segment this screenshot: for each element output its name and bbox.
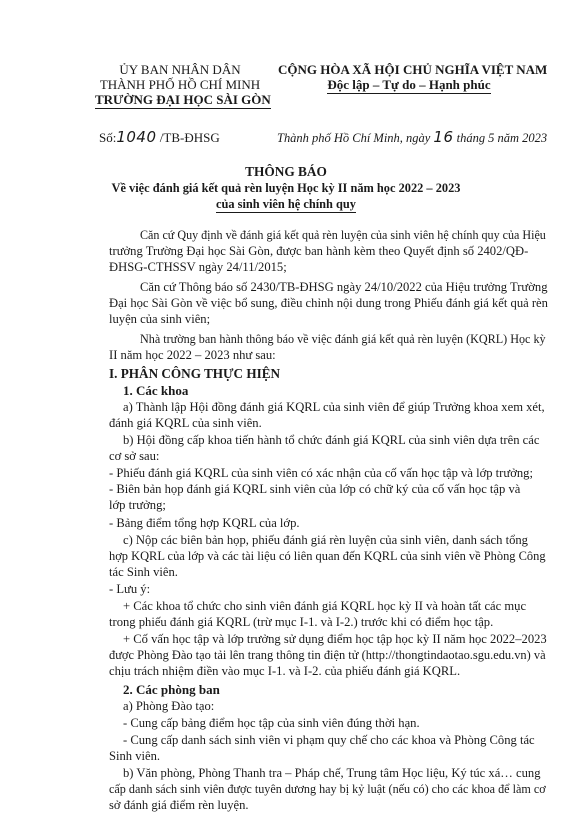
issuer-line-2: THÀNH PHỐ HỒ CHÍ MINH <box>99 77 261 92</box>
issuer-line-1: ỦY BAN NHÂN DÂN <box>119 62 241 77</box>
body-line: Nhà trường ban hành thông báo về việc đánh giá kết quả rèn luyện (KQRL) Học kỳ <box>140 332 546 346</box>
body-line: cơ sở sau: <box>109 449 160 463</box>
body-line: - Lưu ý: <box>109 582 151 596</box>
date-prefix: Thành phố Hồ Chí Minh, ngày <box>277 131 431 145</box>
body-line: cấp danh sách sinh viên được tuyên dương hay bị kỷ luật (nếu có) cho các khoa để làm cơ <box>109 782 546 796</box>
doc-number-suffix: /TB-ĐHSG <box>159 130 220 145</box>
body-line: sở đánh giá điểm rèn luyện. <box>109 798 249 812</box>
body-line: Căn cứ Thông báo số 2430/TB-ĐHSG ngày 24/10/2022 của Hiệu trưởng Trường <box>140 280 548 294</box>
body-line: - Cung cấp danh sách sinh viên vi phạm quy chế cho các khoa và Phòng Công tác <box>123 733 535 747</box>
subsection-heading: 2. Các phòng ban <box>123 682 220 697</box>
body-line: lớp trưởng; <box>109 498 166 512</box>
body-line: Đại học Sài Gòn về việc bổ sung, điều chỉnh nội dung trong Phiếu đánh giá kết quả rèn <box>109 296 548 310</box>
body-line: b) Văn phòng, Phòng Thanh tra – Pháp chế, Trung tâm Học liệu, Ký túc xá… cung <box>123 766 541 780</box>
section-heading: I. PHÂN CÔNG THỰC HIỆN <box>109 366 281 381</box>
document-subtitle-2-text: của sinh viên hệ chính quy <box>216 197 356 211</box>
body-line: II năm học 2022 – 2023 như sau: <box>109 348 276 362</box>
body-line: a) Phòng Đào tạo: <box>123 699 215 713</box>
date-day-handwritten: 16 <box>433 128 454 146</box>
body-line: c) Nộp các biên bản họp, phiếu đánh giá rèn luyện của sinh viên, danh sách tổng <box>123 533 528 547</box>
body-line: được Phòng Đào tạo tải lên trang thông tin điện tử (http://thongtindaotao.sgu.edu.vn) và <box>109 648 546 662</box>
body-line: tác Sinh viên. <box>109 565 178 579</box>
doc-number-prefix: Số: <box>99 130 117 145</box>
body-line: - Bảng điểm tổng hợp KQRL của lớp. <box>109 516 300 530</box>
body-line: trưởng Trường Đại học Sài Gòn, được ban hành kèm theo Quyết định số 2402/QĐ- <box>109 244 529 258</box>
document-subtitle-2 <box>0 197 572 212</box>
body-line: ĐHSG-CTHSSV ngày 24/11/2015; <box>109 260 287 274</box>
body-line: + Các khoa tổ chức cho sinh viên đánh giá KQRL học kỳ II và hoàn tất các mục <box>123 599 527 613</box>
subsection-heading: 1. Các khoa <box>123 383 189 398</box>
body-line: - Cung cấp bảng điểm học tập của sinh viên đúng thời hạn. <box>123 716 420 730</box>
body-line: đánh giá KQRL của sinh viên. <box>109 416 262 430</box>
body-line: - Biên bản họp đánh giá KQRL sinh viên của lớp có chữ ký của cố vấn học tập và <box>109 482 521 496</box>
body-line: a) Thành lập Hội đồng đánh giá KQRL của sinh viên để giúp Trưởng khoa xem xét, <box>123 400 545 414</box>
document-number <box>99 128 220 146</box>
doc-number-handwritten: 1040 <box>116 128 157 146</box>
body-line: Sinh viên. <box>109 749 161 763</box>
national-header <box>278 62 548 94</box>
national-motto: Độc lập – Tự do – Hạnh phúc <box>327 77 491 92</box>
issuer-header <box>95 62 271 109</box>
issuer-line-3: TRƯỜNG ĐẠI HỌC SÀI GÒN <box>95 92 271 107</box>
body-line: b) Hội đồng cấp khoa tiến hành tổ chức đánh giá KQRL của sinh viên dựa trên các <box>123 433 540 447</box>
body-line: hợp KQRL của lớp và các tài liệu có liên quan đến KQRL của sinh viên về Phòng Công <box>109 549 546 563</box>
body-line: + Cố vấn học tập và lớp trưởng sử dụng điểm học tập học kỳ II năm học 2022–2023 <box>123 632 547 646</box>
national-title: CỘNG HÒA XÃ HỘI CHỦ NGHĨA VIỆT NAM <box>278 62 548 77</box>
date-suffix: tháng 5 năm 2023 <box>456 131 548 145</box>
body-line: trong phiếu đánh giá KQRL (trừ mục I-1. và I-2.) trước khi có điểm học tập. <box>109 615 494 629</box>
document-title: THÔNG BÁO <box>245 164 327 179</box>
body-line: Căn cứ Quy định về đánh giá kết quả rèn luyện của sinh viên hệ chính quy của Hiệu <box>140 228 546 242</box>
date-line <box>277 128 547 146</box>
document-subtitle-1: Về việc đánh giá kết quả rèn luyện Học kỳ II năm học 2022 – 2023 <box>111 181 461 195</box>
body-line: - Phiếu đánh giá KQRL của sinh viên có xác nhận của cố vấn học tập và lớp trưởng; <box>109 466 533 480</box>
body-line: luyện của sinh viên; <box>109 312 211 326</box>
body-line: chịu trách nhiệm điền vào mục I-1. và I-2. của phiếu đánh giá KQRL. <box>109 664 461 678</box>
